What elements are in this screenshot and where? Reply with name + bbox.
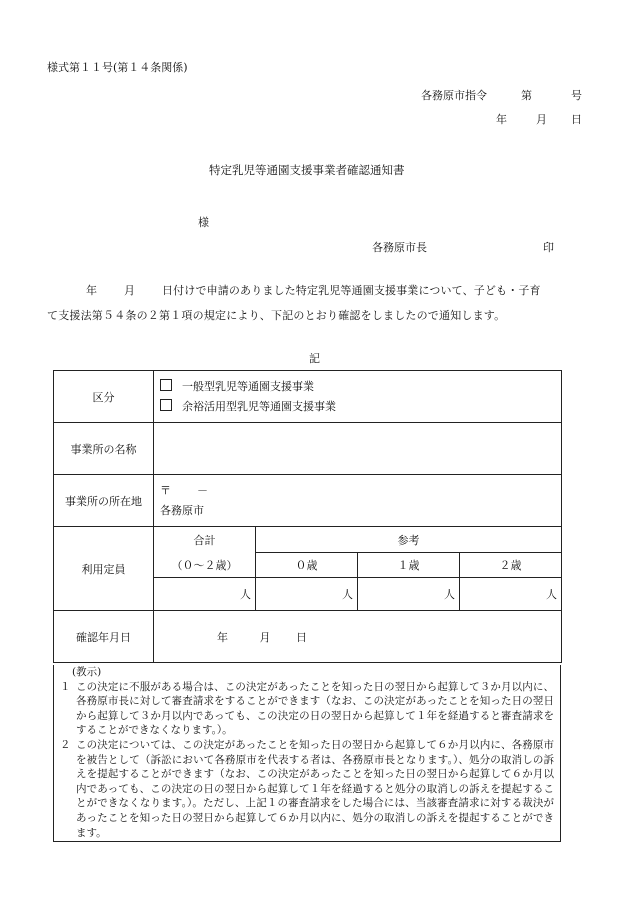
confirm-date-day: 日 — [296, 630, 307, 644]
note-number-1: １ — [60, 680, 71, 693]
doc-date-month: 月 — [536, 113, 547, 126]
ki-heading: 記 — [309, 352, 320, 365]
body-year-label: 年 — [86, 284, 97, 297]
notes-heading: (教示) — [72, 666, 102, 678]
seal-mark: 印 — [543, 241, 554, 254]
note-item-1 — [54, 680, 560, 738]
doc-ref-issuer: 各務原市指令 — [421, 89, 487, 102]
sender-name: 各務原市長 — [372, 241, 427, 254]
form-number: 様式第１１号(第１４条関係) — [47, 61, 188, 74]
instruction-notes — [53, 665, 561, 842]
facility-name-label: 事業所の名称 — [54, 423, 154, 475]
body-month-label: 月 — [124, 284, 135, 297]
postal-mark: 〒 — [160, 483, 171, 497]
facility-address-label: 事業所の所在地 — [54, 475, 154, 527]
age-0-label: ０歳 — [256, 553, 358, 578]
option-general-label: 一般型乳児等通園支援事業 — [182, 379, 314, 393]
note-number-2: ２ — [60, 738, 71, 751]
confirmation-table — [53, 370, 562, 663]
addressee-suffix: 様 — [198, 216, 209, 229]
age-2-persons[interactable]: 人 — [460, 578, 562, 611]
checkbox-general[interactable] — [160, 379, 172, 391]
doc-date-year: 年 — [496, 113, 507, 126]
age-0-persons[interactable]: 人 — [256, 578, 358, 611]
document-title: 特定乳児等通園支援事業者確認通知書 — [209, 163, 405, 177]
note-item-2 — [54, 738, 560, 840]
total-label: 合計 — [154, 527, 256, 553]
category-options — [154, 371, 562, 423]
body-line-2: て支援法第５４条の２第１項の規定により、下記のとおり確認をしましたので通知します。 — [47, 309, 506, 322]
option-surplus[interactable] — [160, 397, 561, 417]
note-text-1: この決定に不服がある場合は、この決定があったことを知った日の翌日から起算して３か月以内に、各務原市長に対して審査請求をすることができます（なお、この決定があったことを知った日の翌日から起算して３か月以内であっても、この決定の日の翌日から起算して１年を経過すると審査請求をすることができなくなります。）。 — [76, 680, 554, 737]
confirm-date-year: 年 — [217, 630, 228, 644]
note-text-2: この決定については、この決定があったことを知った日の翌日から起算して６か月以内に、各務原市を被告として（訴訟において各務原市を代表する者は、各務原市長となります。）、処分の取消しの訴えを提起することができます（なお、この決定があったことを知った日の翌日から起算して６か月以内であっても、この決定の日の翌日から起算して１年を経過すると処分の取消しの訴えを提起することができなくなります。）。ただし、上記１の審査請求をした場合には、当該審査請求に対する裁決があったことを知った日の翌日から起算して６か月以内に、処分の取消しの訴えを提起することができます。 — [76, 738, 554, 839]
doc-ref-go: 号 — [571, 89, 582, 102]
address-city: 各務原市 — [160, 503, 204, 517]
body-line-1: 日付けで申請のありました特定乳児等通園支援事業について、子ども・子育 — [162, 284, 541, 297]
age-1-persons[interactable]: 人 — [358, 578, 460, 611]
confirm-date-label: 確認年月日 — [54, 611, 154, 663]
doc-ref-dai: 第 — [521, 89, 532, 102]
age-1-label: １歳 — [358, 553, 460, 578]
postal-dash: － — [197, 483, 208, 497]
capacity-label: 利用定員 — [54, 527, 154, 611]
doc-date-day: 日 — [571, 113, 582, 126]
reference-label: 参考 — [256, 527, 562, 553]
confirm-date-month: 月 — [259, 630, 271, 644]
facility-name-value[interactable] — [154, 423, 562, 475]
facility-address-value[interactable] — [154, 475, 562, 527]
category-label: 区分 — [54, 371, 154, 423]
age-2-label: ２歳 — [460, 553, 562, 578]
option-surplus-label: 余裕活用型乳児等通園支援事業 — [182, 399, 336, 413]
confirm-date-value[interactable] — [154, 611, 562, 663]
total-range: （０～２歳） — [154, 553, 256, 578]
checkbox-surplus[interactable] — [160, 399, 172, 411]
total-persons[interactable]: 人 — [154, 578, 256, 611]
option-general[interactable] — [160, 377, 561, 397]
